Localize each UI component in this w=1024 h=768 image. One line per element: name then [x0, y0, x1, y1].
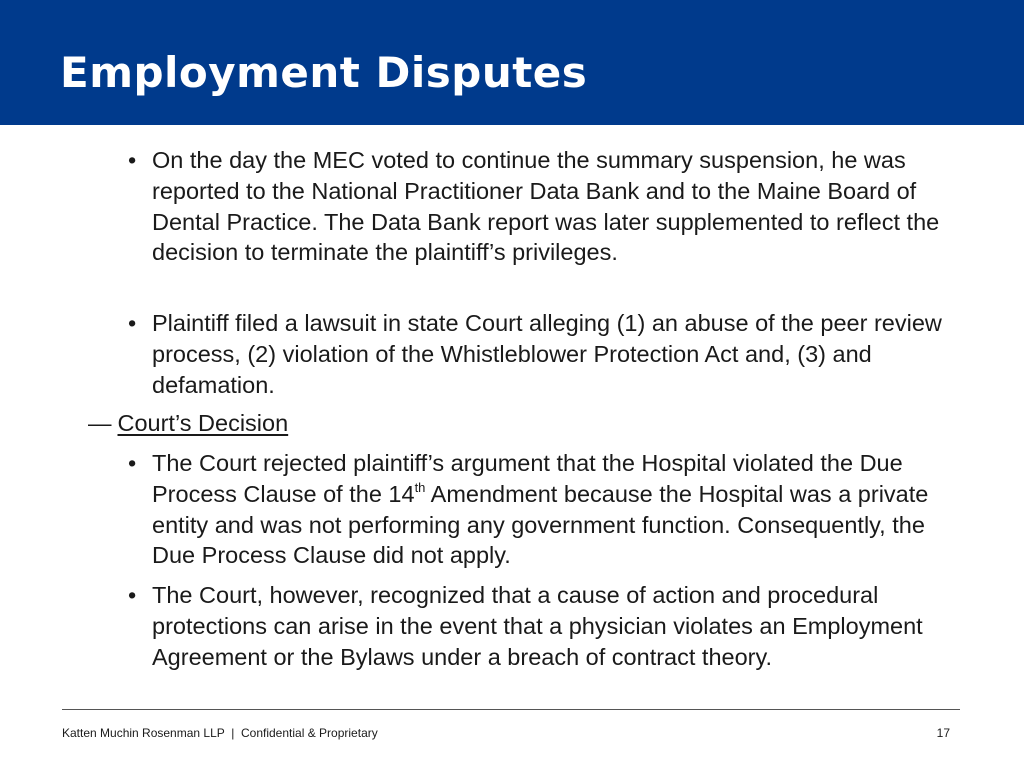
bullet-icon: •: [128, 450, 137, 476]
section-heading: [88, 408, 288, 439]
bullet-text-part: Amendment because the Hospital was a private entity and was not performing any government function. Consequently, the Due Process Clause did not apply.: [152, 480, 929, 569]
bullet-text: Plaintiff filed a lawsuit in state Court alleging (1) an abuse of the peer review process, (2) violation of the Whistleblower Protection Act and, (3) and defamation.: [152, 310, 942, 398]
bullet-item: [128, 308, 957, 400]
header-bar: [0, 0, 1024, 125]
slide-title: Employment Disputes: [60, 48, 588, 97]
ordinal-superscript: th: [414, 479, 426, 495]
footer-divider: [62, 709, 960, 710]
bullet-icon: •: [128, 582, 137, 608]
bullet-text: On the day the MEC voted to continue the summary suspension, he was reported to the National Practitioner Data Bank and to the Maine Board of Dental Practice. The Data Bank report was later supplemented to reflect the decision to terminate the plaintiff’s privileges.: [152, 147, 940, 266]
bullet-item: [128, 448, 957, 571]
bullet-icon: •: [128, 310, 137, 336]
footer-firm-label: Katten Muchin Rosenman LLP | Confidential & Proprietary: [62, 726, 378, 740]
bullet-item: [128, 145, 957, 268]
page-number: 17: [936, 726, 950, 740]
bullet-text: The Court, however, recognized that a cause of action and procedural protections can arise in the event that a physician violates an Employment Agreement or the Bylaws under a breach of contract theory.: [152, 582, 923, 670]
courts-decision-heading: Court’s Decision: [117, 410, 289, 436]
dash-icon: —: [88, 410, 112, 436]
bullet-icon: •: [128, 147, 137, 173]
bullet-text-part: The Court rejected plaintiff’s argument that the Hospital violated the Due Process Clause of the 14: [152, 450, 903, 507]
bullet-item: [128, 580, 957, 672]
